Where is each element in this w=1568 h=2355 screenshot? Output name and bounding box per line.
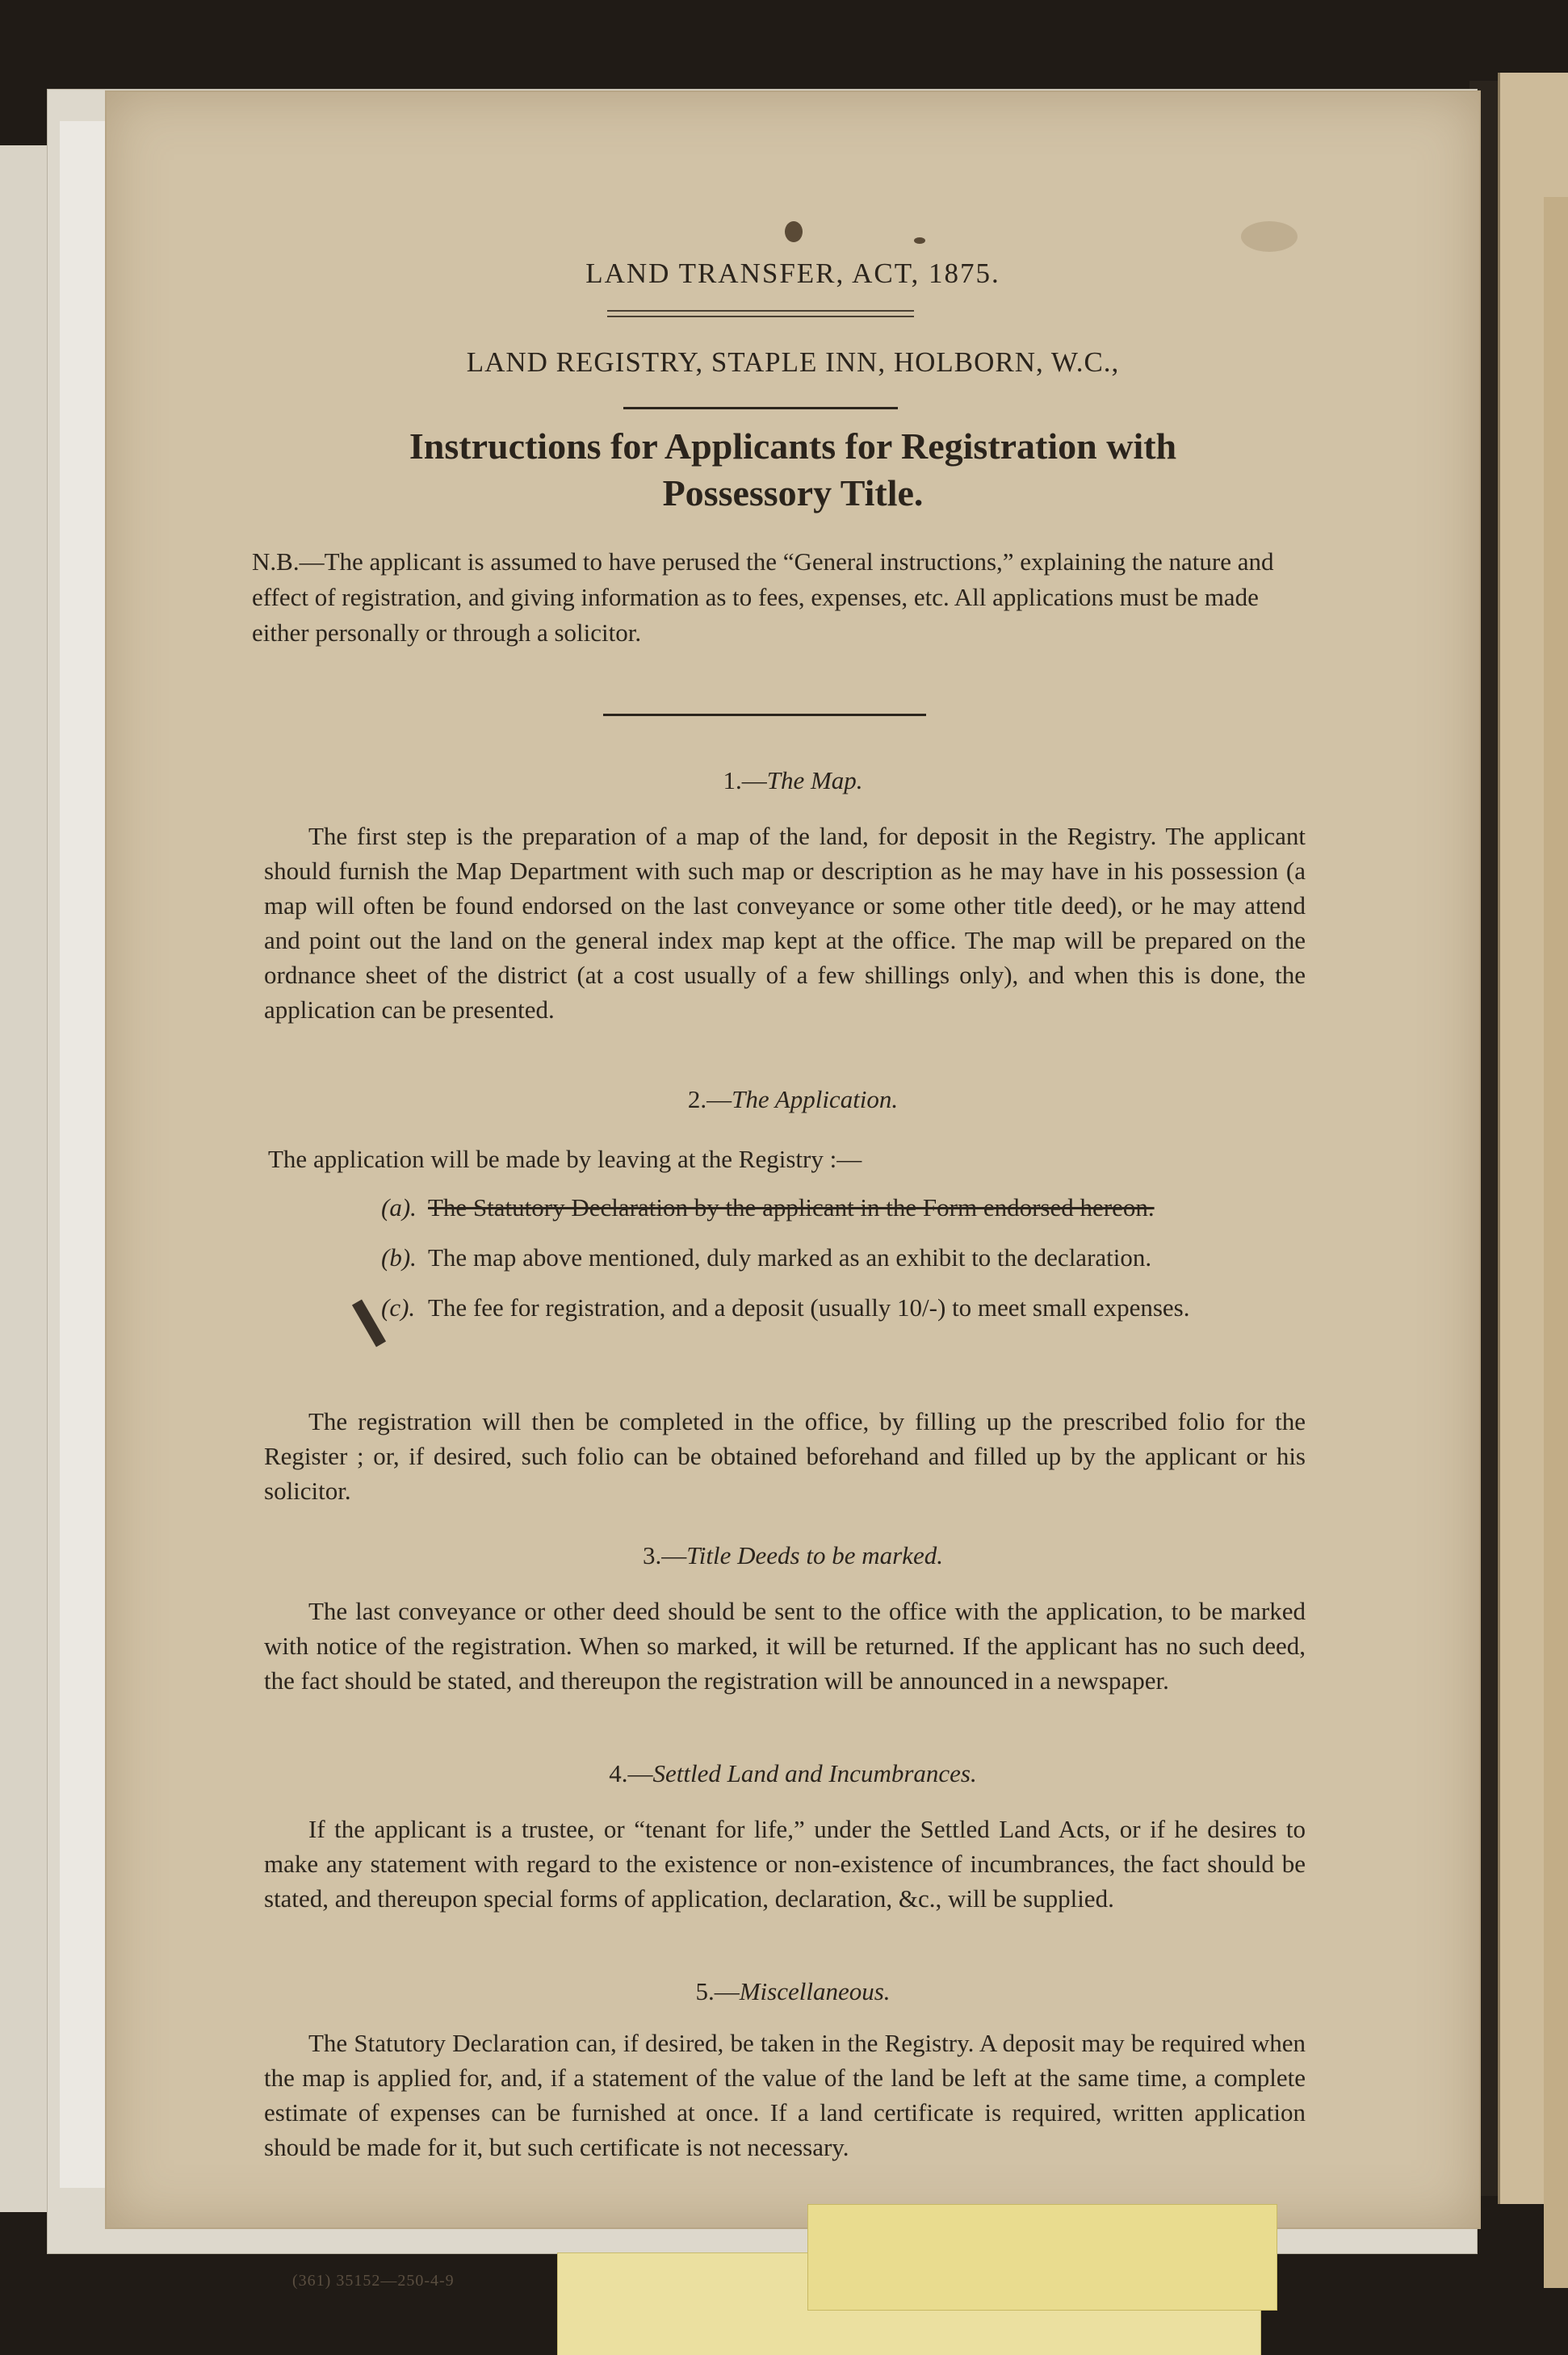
section-3-paragraph: The last conveyance or other deed should be sent to the office with the application, to be marked with notice of the registration. When so marked, it will be returned. If the applicant has no such deed, the fact should be stated, and thereupon the registration will be announced in a newspaper. <box>264 1597 1306 1695</box>
section-title: Title Deeds to be marked. <box>686 1541 943 1569</box>
item-text: The map above mentioned, duly marked as an exhibit to the declaration. <box>428 1243 1152 1272</box>
printer-code: (361) 35152—250-4-9 <box>292 2272 455 2290</box>
list-item <box>381 1240 1310 1275</box>
nb-text: The applicant is assumed to have perused the “General instructions,” explaining the nature and effect of registration, and giving information as to fees, expenses, etc. All applications must be made either personally or through a solicitor. <box>252 547 1274 647</box>
nb-prefix: N.B.— <box>252 547 325 576</box>
section-5-heading <box>107 1977 1479 2006</box>
section-number: 1.— <box>723 766 767 794</box>
section-2-heading <box>107 1085 1479 1114</box>
list-item <box>381 1290 1310 1325</box>
section-2-intro: The application will be made by leaving at the Registry :— <box>268 1145 862 1173</box>
rule-under-address <box>623 407 898 409</box>
section-5-paragraph: The Statutory Declaration can, if desired, be taken in the Registry. A deposit may be required when the map is applied for, and, if a statement of the value of the land be left at the same time, a complete estimate of expenses can be furnished at once. If a land certificate is required, written application should be made for it, but such certificate is not necessary. <box>264 2029 1306 2161</box>
section-number: 4.— <box>609 1759 653 1787</box>
section-number: 5.— <box>695 1977 740 2005</box>
act-title: LAND TRANSFER, ACT, 1875. <box>585 258 1000 289</box>
rule-under-nb <box>603 714 926 716</box>
instructions-title <box>107 423 1479 517</box>
document-body <box>107 92 1479 2290</box>
double-rule <box>607 310 914 317</box>
section-number: 3.— <box>643 1541 687 1569</box>
yellow-paper-tab <box>807 2204 1277 2311</box>
instructions-title-line2: Possessory Title. <box>662 472 924 513</box>
instructions-title-line1: Instructions for Applicants for Registration with <box>409 425 1177 467</box>
section-3-heading <box>107 1541 1479 1570</box>
section-1-paragraph: The first step is the preparation of a map of the land, for deposit in the Registry. The applicant should furnish the Map Department with such map or description as he may have in his possession (a map will often be found endorsed on the last conveyance or some other title deed), or he may attend and point out the land on the general index map kept at the office. The map will be prepared on the ordnance sheet of the district (at a cost usually of a few shillings only), and when this is done, the application can be presented. <box>264 822 1306 1024</box>
nb-paragraph <box>252 544 1277 651</box>
list-item <box>381 1190 1310 1225</box>
item-label: (c). <box>381 1293 416 1322</box>
section-4-heading <box>107 1759 1479 1788</box>
sheet-worn-edge <box>1544 197 1568 2288</box>
item-label: (a). <box>381 1193 417 1221</box>
section-1-heading <box>107 766 1479 795</box>
registry-address: LAND REGISTRY, STAPLE INN, HOLBORN, W.C., <box>466 346 1120 378</box>
section-2-paragraph: The registration will then be completed in the office, by filling up the prescribed folio for the Register ; or, if desired, such folio can be obtained beforehand and filled up by the applicant or his solicitor. <box>264 1407 1306 1505</box>
item-text: The Statutory Declaration by the applicant in the Form endorsed hereon. <box>428 1193 1155 1221</box>
section-title: The Map. <box>766 766 863 794</box>
section-number: 2.— <box>687 1085 732 1113</box>
section-title: Miscellaneous. <box>739 1977 891 2005</box>
document-sheet <box>105 90 1481 2290</box>
section-title: The Application. <box>732 1085 899 1113</box>
section-title: Settled Land and Incumbrances. <box>652 1759 977 1787</box>
section-4-paragraph: If the applicant is a trustee, or “tenant for life,” under the Settled Land Acts, or if he desires to make any statement with regard to the existence or non-existence of incumbrances, the fact should be stated, and thereupon special forms of application, declaration, &c., will be supplied. <box>264 1815 1306 1913</box>
item-label: (b). <box>381 1243 417 1272</box>
item-text: The fee for registration, and a deposit (usually 10/-) to meet small expenses. <box>428 1293 1190 1322</box>
